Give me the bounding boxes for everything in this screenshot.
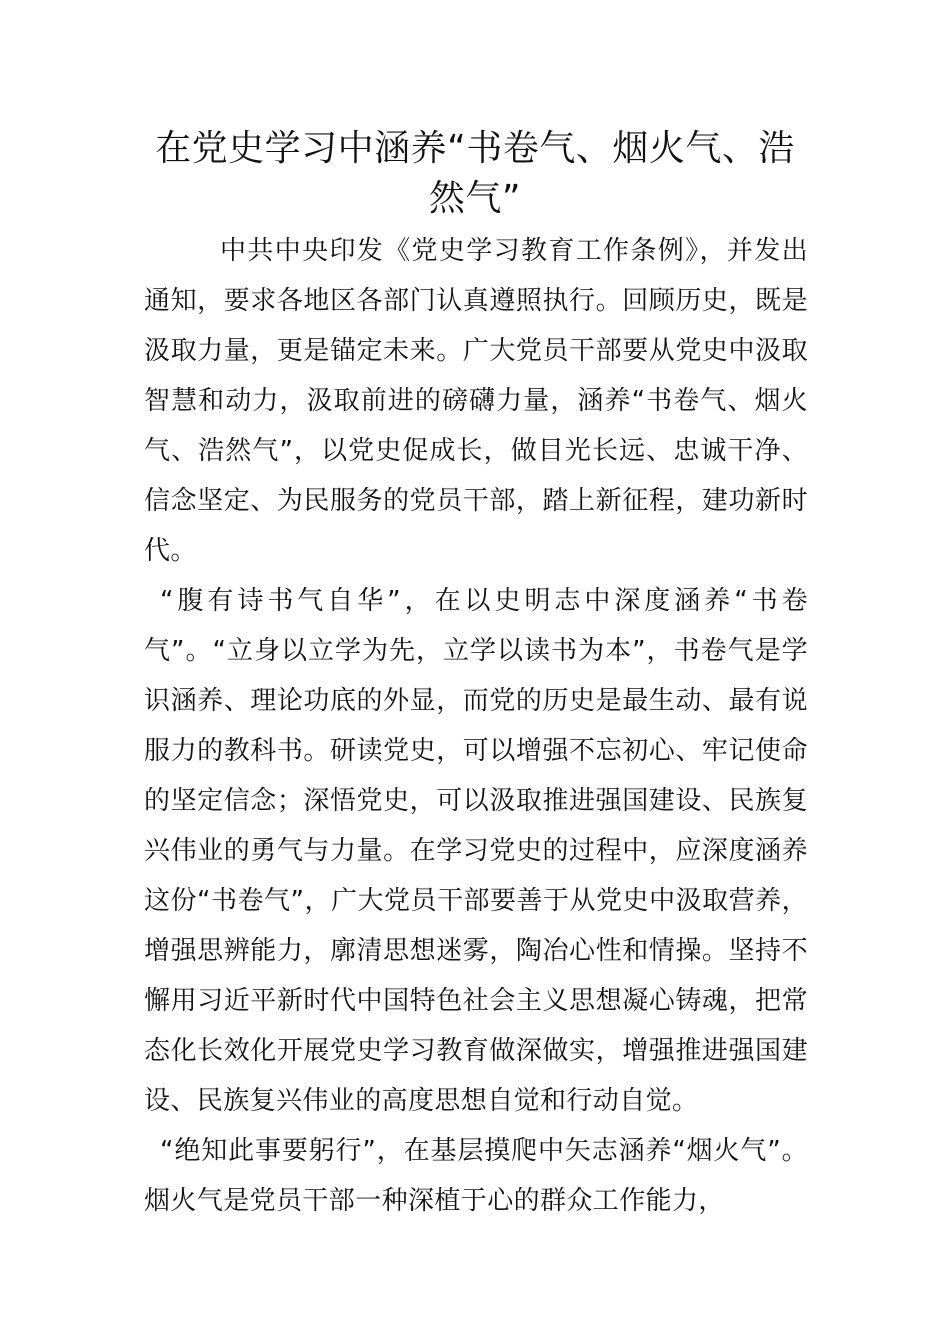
document-body bbox=[144, 226, 808, 1226]
document-title: 在党史学习中涵养“书卷气、烟火气、浩然气” bbox=[155, 128, 795, 219]
paragraph-shujuanqi: “腹有诗书气自华”，在以史明志中深度涵养“书卷气”。“立身以立学为先，立学以读书为本”，书卷气是学识涵养、理论功底的外显，而党的历史是最生动、最有说服力的教科书。研读党史，可以增强不忘初心、牢记使命的坚定信念；深悟党史，可以汲取推进强国建设、民族复兴伟业的勇气与力量。在学习党史的过程中，应深度涵养这份“书卷气”，广大党员干部要善于从党史中汲取营养，增强思辨能力，廓清思想迷雾，陶冶心性和情操。坚持不懈用习近平新时代中国特色社会主义思想凝心铸魂，把常态化长效化开展党史学习教育做深做实，增强推进强国建设、民族复兴伟业的高度思想自觉和行动自觉。 bbox=[144, 586, 808, 1116]
paragraph-intro: 中共中央印发《党史学习教育工作条例》，并发出通知，要求各地区各部门认真遵照执行。回顾历史，既是汲取力量，更是锚定未来。广大党员干部要从党史中汲取智慧和动力，汲取前进的磅礴力量，涵养“书卷气、烟火气、浩然气”，以党史促成长，做目光长远、忠诚干净、信念坚定、为民服务的党员干部，踏上新征程，建功新时代。 bbox=[144, 236, 808, 566]
paragraph-yanhuoqi: “绝知此事要躬行”，在基层摸爬中矢志涵养“烟火气”。烟火气是党员干部一种深植于心的群众工作能力， bbox=[144, 1136, 808, 1216]
